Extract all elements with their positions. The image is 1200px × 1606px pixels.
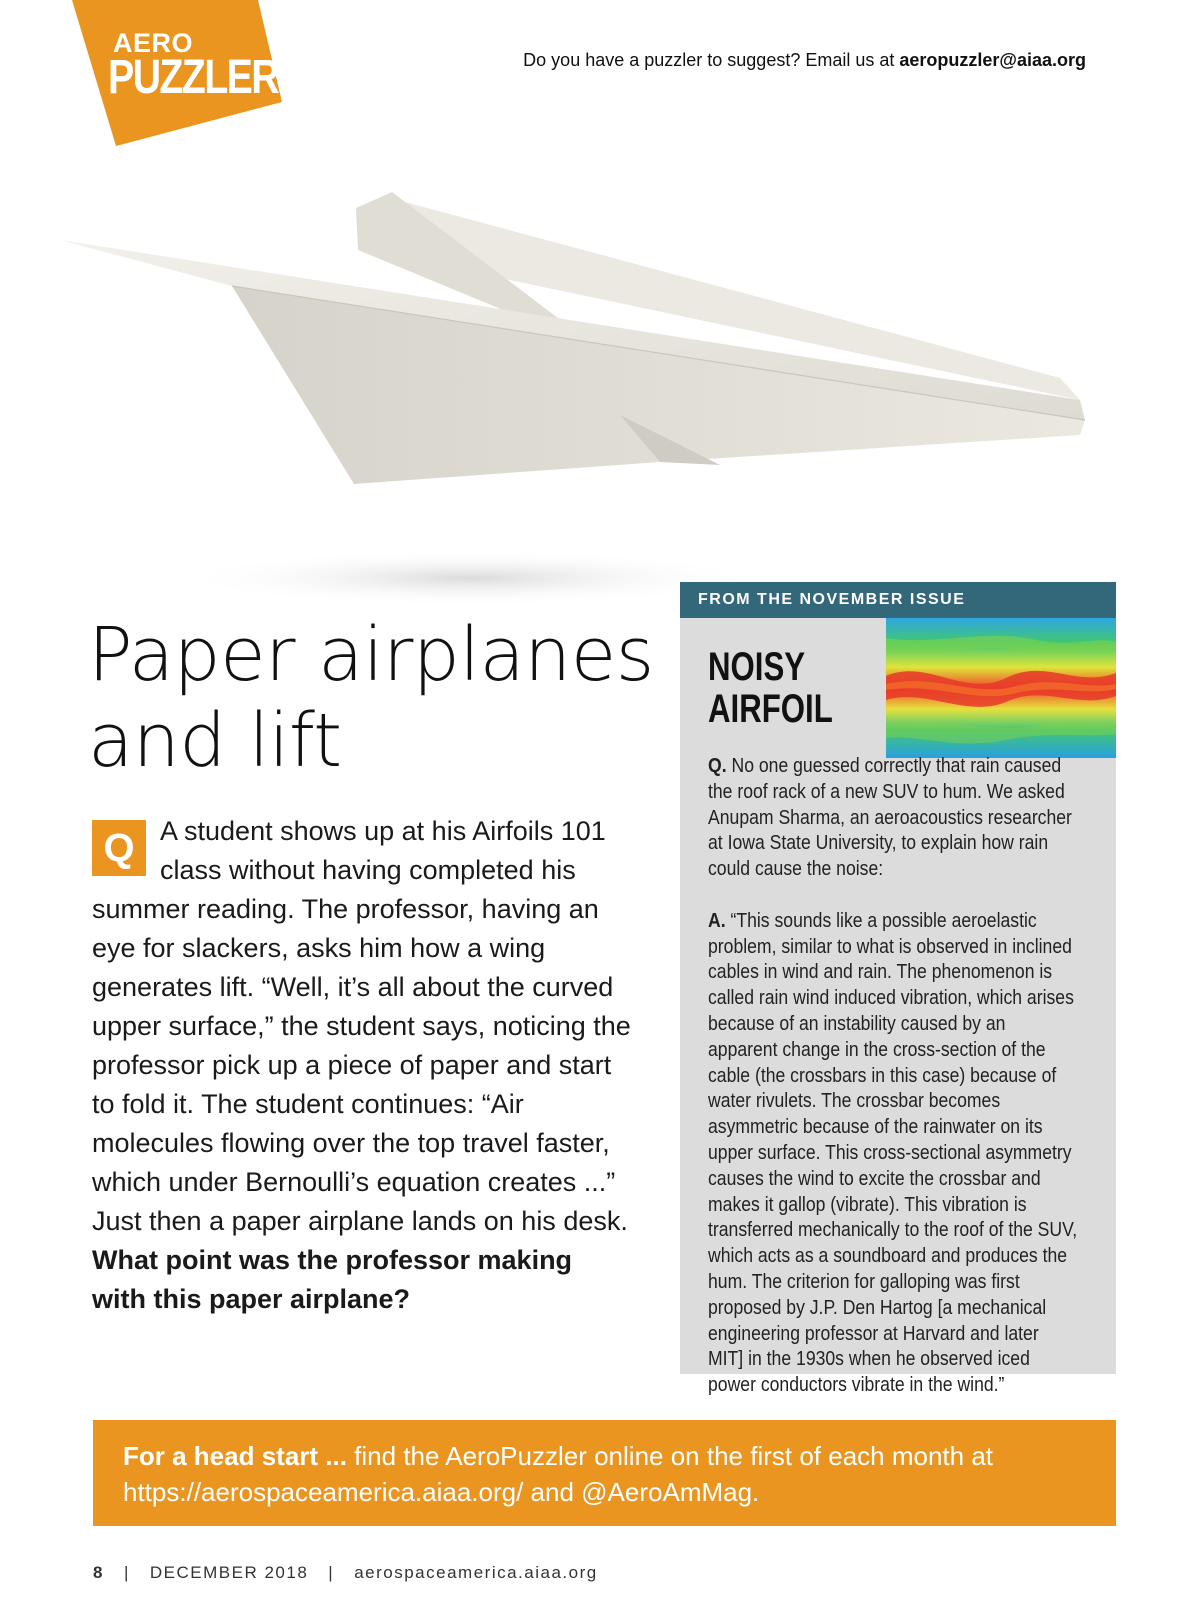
banner-bold: For a head start ... bbox=[123, 1441, 347, 1471]
footer-separator: | bbox=[123, 1563, 130, 1582]
sidebar-answer bbox=[708, 909, 1078, 1399]
banner-body[interactable]: find the AeroPuzzler online on the first of each month at https://aerospaceamerica.aiaa.org/ and @AeroAmMag. bbox=[123, 1441, 994, 1507]
sidebar-title bbox=[708, 646, 833, 730]
aeropuzzler-logo bbox=[0, 0, 300, 150]
logo-puzzler-text: PUZZLER bbox=[108, 51, 279, 104]
page-footer bbox=[93, 1563, 598, 1583]
suggest-email-link[interactable]: aeropuzzler@aiaa.org bbox=[899, 50, 1086, 70]
banner-text bbox=[123, 1438, 1083, 1510]
page-number: 8 bbox=[93, 1563, 104, 1582]
question-paragraph bbox=[92, 812, 632, 1319]
paper-airplane-illustration bbox=[0, 150, 1200, 650]
sidebar-a-text: “This sounds like a possible aeroelastic problem, similar to what is observed in inclined cables in wind and rain. The phenomenon is called rain wind induced vibration, which arises because of an instability caused by an apparent change in the cross-section of the cable (the crossbars in this case) because of water rivulets. The crossbar becomes asymmetric because of the rainwater on its upper surface. This cross-sectional asymmetry causes the wind to excite the crossbar and makes it gallop (vibrate). This vibration is transferred mechanically to the roof of the SUV, which acts as a soundboard and produces the hum. The criterion for galloping was first proposed by J.P. Den Hartog [a mechanical engineering professor at Harvard and later MIT] in the 1930s when he observed iced power conductors vibrate in the wind.” bbox=[708, 909, 1078, 1397]
footer-separator-2: | bbox=[328, 1563, 335, 1582]
sidebar-q-label: Q. bbox=[708, 755, 727, 777]
question-bold: What point was the professor making with this paper airplane? bbox=[92, 1245, 573, 1314]
sidebar-header: FROM THE NOVEMBER ISSUE bbox=[680, 582, 1116, 618]
footer-website-link[interactable]: aerospaceamerica.aiaa.org bbox=[354, 1563, 598, 1582]
q-badge: Q bbox=[92, 820, 146, 876]
flow-heatmap-image bbox=[886, 618, 1116, 758]
suggest-line bbox=[523, 50, 1086, 71]
head-start-banner bbox=[93, 1420, 1116, 1526]
sidebar-title-line-1: NOISY bbox=[708, 645, 806, 689]
article-title bbox=[88, 612, 654, 784]
airplane-shadow bbox=[180, 550, 760, 606]
sidebar-body bbox=[708, 754, 1078, 1399]
sidebar-q-text: No one guessed correctly that rain caused the roof rack of a new SUV to hum. We asked Anupam Sharma, an aeroacoustics researcher at Iowa State University, to explain how rain could cause the noise: bbox=[708, 755, 1072, 881]
question-text: A student shows up at his Airfoils 101 class without having completed his summer reading. The professor, having an eye for slackers, asks him how a wing generates lift. “Well, it’s all about the curved upper surface,” the student says, noticing the professor pick up a piece of paper and start to fold it. The student continues: “Air molecules flowing over the top travel faster, which under Bernoulli’s equation creates ...” Just then a paper airplane lands on his desk. bbox=[92, 816, 631, 1236]
sidebar-title-line-2: AIRFOIL bbox=[708, 687, 833, 731]
title-line-1: Paper airplanes bbox=[88, 612, 654, 698]
sidebar-a-label: A. bbox=[708, 909, 726, 932]
issue-date: DECEMBER 2018 bbox=[149, 1563, 309, 1582]
suggest-text: Do you have a puzzler to suggest? Email us at bbox=[523, 50, 900, 70]
sidebar-question bbox=[708, 754, 1078, 883]
sidebar-previous-issue bbox=[680, 582, 1116, 1397]
title-line-2: and lift bbox=[88, 698, 342, 784]
logo-aero-text: AERO bbox=[113, 28, 194, 58]
